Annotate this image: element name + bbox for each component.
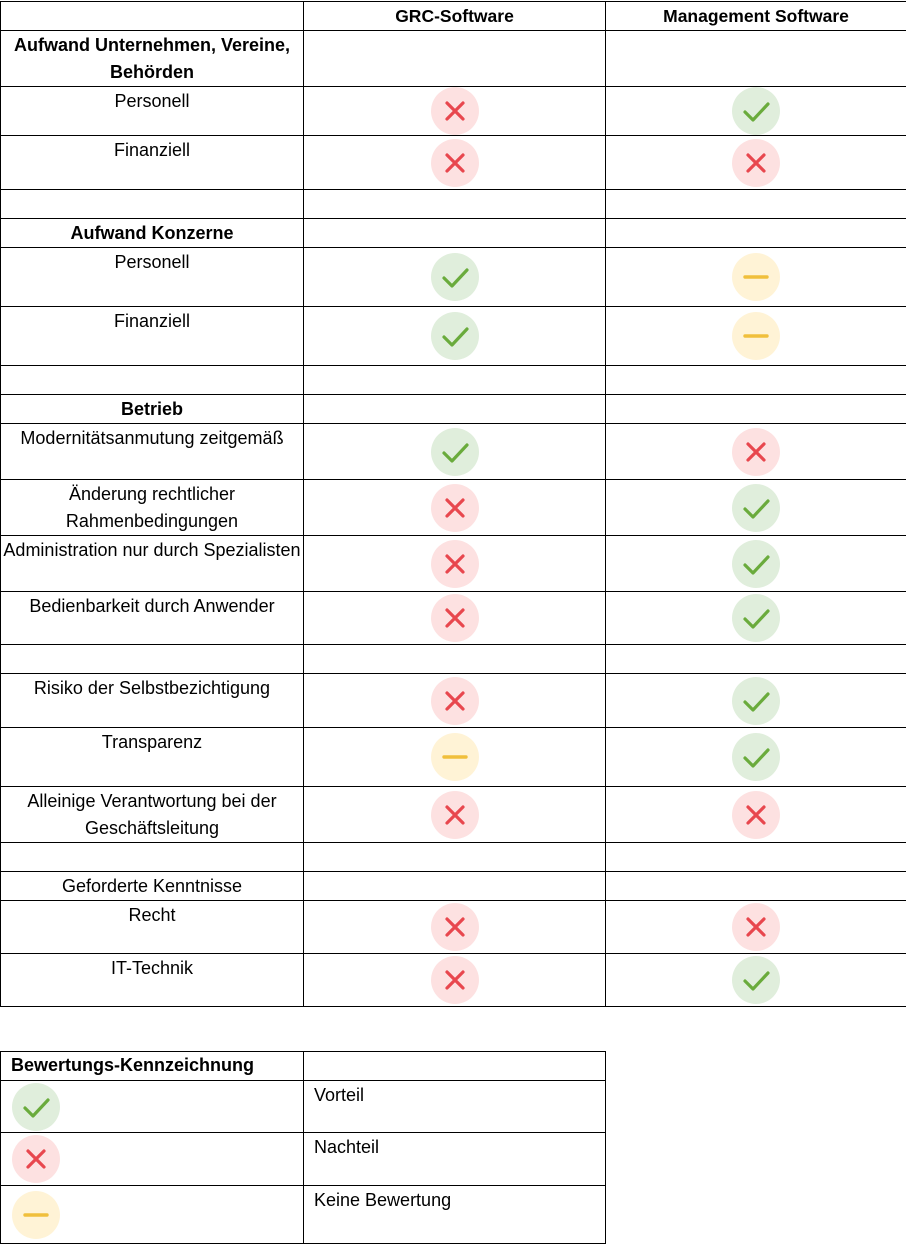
management-rating-cell [606, 954, 906, 1007]
management-rating-cell [606, 536, 906, 592]
criterion-label: Personell [1, 248, 304, 307]
grc-rating-cell [304, 536, 606, 592]
criterion-label: Bedienbarkeit durch Anwender [1, 592, 304, 645]
table-row [1, 219, 906, 248]
management-rating-cell [606, 787, 906, 843]
dash-icon [12, 1191, 60, 1239]
criterion-label: Personell [1, 87, 304, 136]
cross-icon-glyph [431, 87, 479, 135]
cross-icon [732, 903, 780, 951]
table-row [1, 248, 906, 307]
legend-row [1, 1133, 606, 1186]
cross-icon [732, 428, 780, 476]
grc-rating-cell [304, 248, 606, 307]
check-icon-glyph [732, 540, 780, 588]
management-rating-cell [606, 674, 906, 728]
check-icon-glyph [732, 677, 780, 725]
check-icon [732, 594, 780, 642]
grc-rating-cell [304, 872, 606, 901]
cross-icon-glyph [732, 791, 780, 839]
cross-icon [431, 956, 479, 1004]
grc-rating-cell [304, 674, 606, 728]
legend-title: Bewertungs-Kennzeichnung [1, 1052, 304, 1081]
table-row [1, 190, 906, 219]
cross-icon-glyph [431, 484, 479, 532]
grc-rating-cell [304, 307, 606, 366]
legend-label: Nachteil [304, 1133, 606, 1186]
management-rating-cell [606, 728, 906, 787]
cross-icon-glyph [431, 594, 479, 642]
legend-icon-cell [1, 1133, 304, 1186]
cross-icon [431, 677, 479, 725]
grc-rating-cell [304, 190, 606, 219]
criterion-label: Finanziell [1, 307, 304, 366]
grc-rating-cell [304, 424, 606, 480]
cross-icon [431, 594, 479, 642]
cross-icon-glyph [431, 956, 479, 1004]
table-row [1, 480, 906, 536]
table-row [1, 424, 906, 480]
management-rating-cell [606, 592, 906, 645]
cross-icon [431, 903, 479, 951]
check-icon [431, 253, 479, 301]
table-row [1, 87, 906, 136]
legend-icon-cell [1, 1186, 304, 1244]
cross-icon-glyph [431, 139, 479, 187]
criterion-label: Recht [1, 901, 304, 954]
management-rating-cell [606, 901, 906, 954]
comparison-table [0, 1, 906, 1007]
criterion-label [1, 645, 304, 674]
cross-icon-glyph [732, 428, 780, 476]
dash-icon-glyph [431, 733, 479, 781]
grc-rating-cell [304, 31, 606, 87]
check-icon-glyph [431, 253, 479, 301]
management-rating-cell [606, 136, 906, 190]
cross-icon [732, 791, 780, 839]
dash-icon-glyph [732, 312, 780, 360]
table-row [1, 307, 906, 366]
cross-icon-glyph [431, 903, 479, 951]
check-icon-glyph [732, 733, 780, 781]
grc-rating-cell [304, 480, 606, 536]
criterion-label: Finanziell [1, 136, 304, 190]
check-icon [732, 733, 780, 781]
management-rating-cell [606, 843, 906, 872]
criterion-label [1, 843, 304, 872]
management-rating-cell [606, 190, 906, 219]
criterion-label [1, 366, 304, 395]
grc-rating-cell [304, 87, 606, 136]
cross-icon-glyph [732, 139, 780, 187]
table-row [1, 31, 906, 87]
criterion-label: Geforderte Kenntnisse [1, 872, 304, 901]
cross-icon [431, 791, 479, 839]
management-rating-cell [606, 31, 906, 87]
cross-icon [431, 484, 479, 532]
legend-table [0, 1051, 606, 1244]
table-row [1, 872, 906, 901]
check-icon-glyph [732, 594, 780, 642]
table-row [1, 728, 906, 787]
criterion-label: Modernitätsanmutung zeitgemäß [1, 424, 304, 480]
table-row [1, 674, 906, 728]
check-icon-glyph [431, 312, 479, 360]
criterion-label: Alleinige Verantwortung bei der Geschäftsleitung [1, 787, 304, 843]
cross-icon [431, 87, 479, 135]
grc-rating-cell [304, 843, 606, 872]
check-icon [732, 484, 780, 532]
header-empty [1, 2, 304, 31]
check-icon-glyph [12, 1083, 60, 1131]
criterion-label: IT-Technik [1, 954, 304, 1007]
dash-icon [431, 733, 479, 781]
cross-icon-glyph [431, 791, 479, 839]
management-rating-cell [606, 219, 906, 248]
check-icon-glyph [431, 428, 479, 476]
grc-rating-cell [304, 395, 606, 424]
management-rating-cell [606, 248, 906, 307]
table-row [1, 954, 906, 1007]
legend-label: Vorteil [304, 1081, 606, 1133]
check-icon [732, 87, 780, 135]
legend-row [1, 1186, 606, 1244]
grc-rating-cell [304, 645, 606, 674]
table-row [1, 536, 906, 592]
grc-rating-cell [304, 366, 606, 395]
table-row [1, 645, 906, 674]
table-row [1, 843, 906, 872]
criterion-label: Risiko der Selbstbezichtigung [1, 674, 304, 728]
grc-rating-cell [304, 728, 606, 787]
grc-rating-cell [304, 136, 606, 190]
management-rating-cell [606, 307, 906, 366]
check-icon-glyph [732, 87, 780, 135]
check-icon [431, 312, 479, 360]
grc-rating-cell [304, 219, 606, 248]
dash-icon-glyph [12, 1191, 60, 1239]
management-rating-cell [606, 366, 906, 395]
management-rating-cell [606, 395, 906, 424]
management-rating-cell [606, 87, 906, 136]
legend-icon-cell [1, 1081, 304, 1133]
criterion-label [1, 190, 304, 219]
table-row [1, 395, 906, 424]
legend-header-empty [304, 1052, 606, 1081]
check-icon [732, 956, 780, 1004]
dash-icon [732, 253, 780, 301]
header-management-software: Management Software [606, 2, 906, 31]
check-icon [431, 428, 479, 476]
check-icon-glyph [732, 484, 780, 532]
legend-label: Keine Bewertung [304, 1186, 606, 1244]
table-row [1, 592, 906, 645]
cross-icon-glyph [431, 540, 479, 588]
check-icon [732, 677, 780, 725]
section-heading: Aufwand Konzerne [1, 219, 304, 248]
check-icon [12, 1083, 60, 1131]
legend-header-row [1, 1052, 606, 1081]
section-heading: Aufwand Unternehmen, Vereine, Behörden [1, 31, 304, 87]
criterion-label: Administration nur durch Spezialisten [1, 536, 304, 592]
legend-row [1, 1081, 606, 1133]
cross-icon-glyph [431, 677, 479, 725]
criterion-label: Transparenz [1, 728, 304, 787]
dash-icon [732, 312, 780, 360]
management-rating-cell [606, 645, 906, 674]
management-rating-cell [606, 480, 906, 536]
grc-rating-cell [304, 787, 606, 843]
header-row [1, 2, 906, 31]
cross-icon [431, 540, 479, 588]
cross-icon [732, 139, 780, 187]
cross-icon [431, 139, 479, 187]
cross-icon [12, 1135, 60, 1183]
grc-rating-cell [304, 954, 606, 1007]
cross-icon-glyph [732, 903, 780, 951]
grc-rating-cell [304, 901, 606, 954]
check-icon-glyph [732, 956, 780, 1004]
table-row [1, 901, 906, 954]
table-row [1, 787, 906, 843]
grc-rating-cell [304, 592, 606, 645]
criterion-label: Änderung rechtlicher Rahmenbedingungen [1, 480, 304, 536]
check-icon [732, 540, 780, 588]
management-rating-cell [606, 424, 906, 480]
section-heading: Betrieb [1, 395, 304, 424]
header-grc-software: GRC-Software [304, 2, 606, 31]
table-row [1, 366, 906, 395]
cross-icon-glyph [12, 1135, 60, 1183]
management-rating-cell [606, 872, 906, 901]
table-row [1, 136, 906, 190]
dash-icon-glyph [732, 253, 780, 301]
